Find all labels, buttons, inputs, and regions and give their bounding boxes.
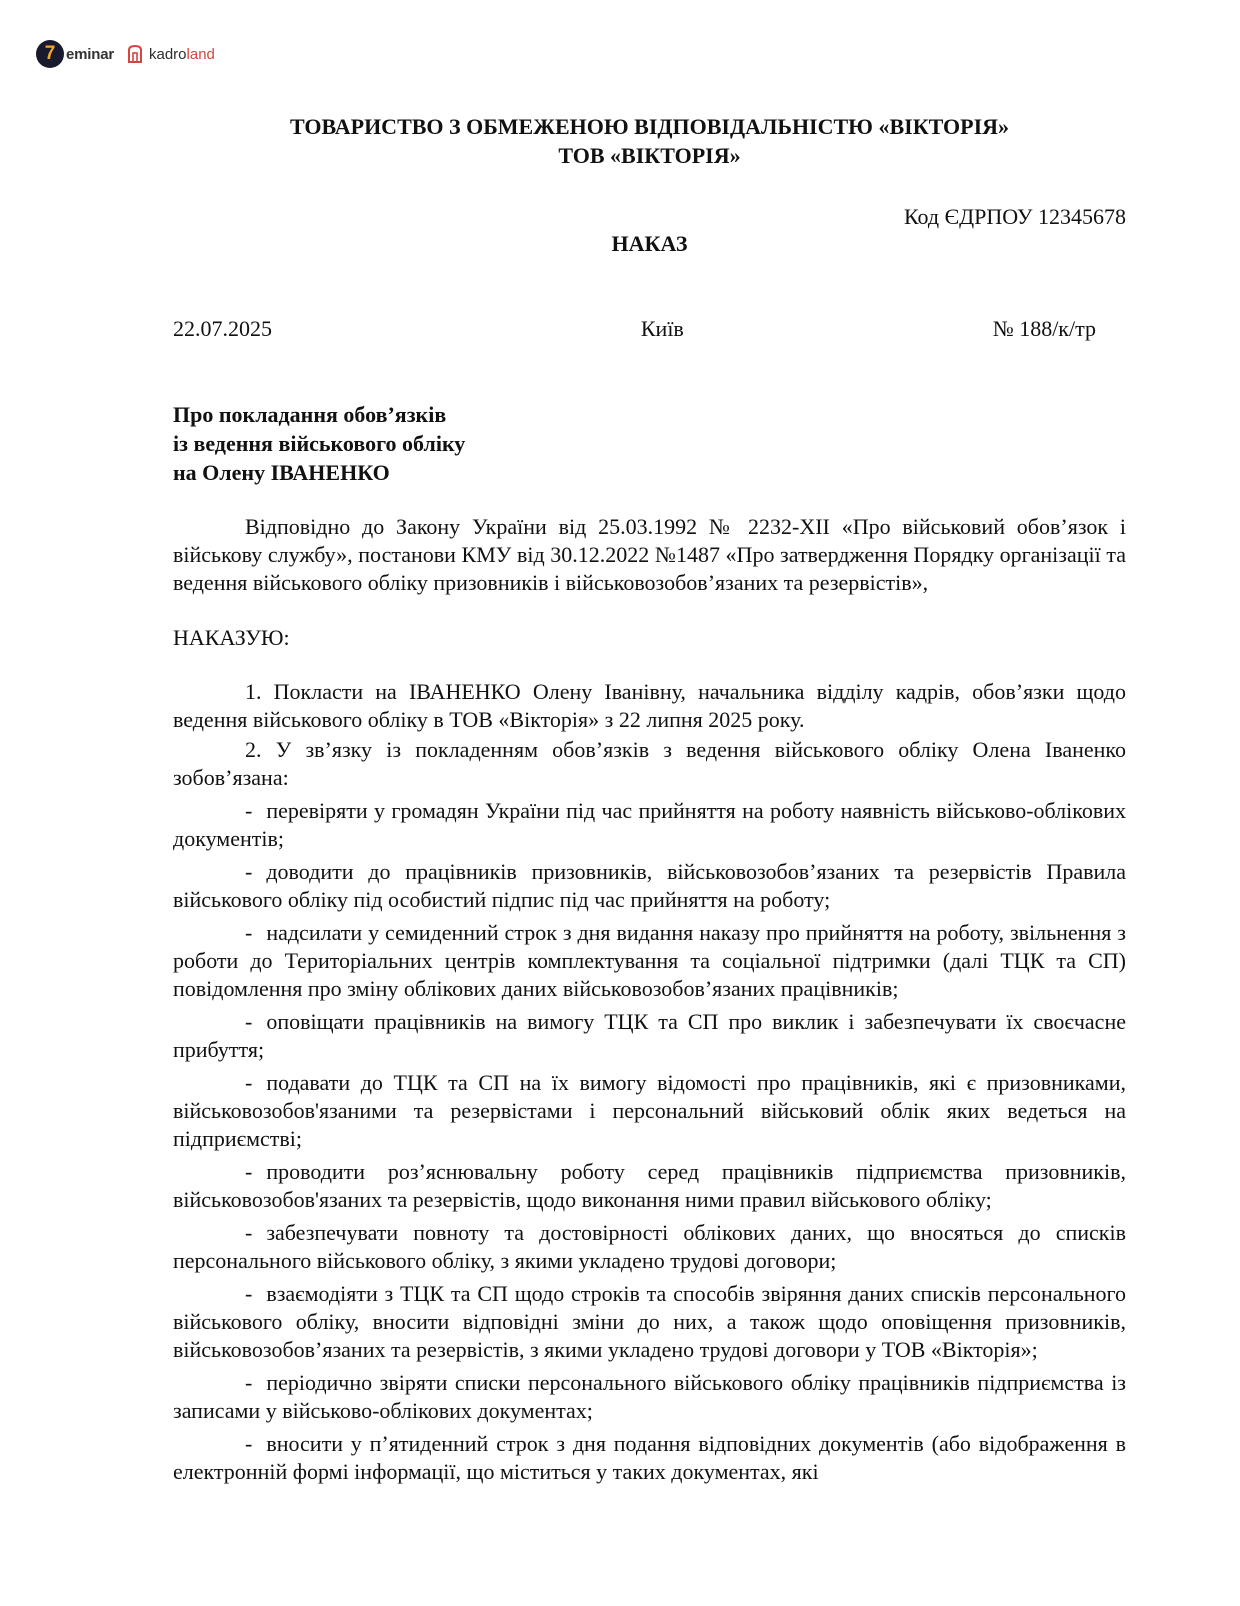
edrpou-code: Код ЄДРПОУ 12345678: [903, 204, 1126, 229]
bullet-dash: -: [245, 1159, 253, 1184]
duty-bullet: [173, 1369, 1126, 1425]
document-date: 22.07.2025: [173, 316, 272, 341]
order-word: НАКАЗУЮ:: [173, 625, 290, 650]
kadroland-logo-icon: [126, 44, 144, 64]
subject-line: Про покладання обов’язків: [173, 402, 447, 427]
duty-bullet: [173, 858, 1126, 914]
duty-bullet: [173, 1430, 1126, 1486]
preamble-paragraph: Відповідно до Закону України від 25.03.1992 № 2232-XII «Про військовий обов’язок і військову службу», постанови КМУ від 30.12.2022 №1487 «Про затвердження Порядку організації та ведення військового обліку призовників і військовозобов’язаних та резервістів»,: [173, 514, 1126, 595]
subject-line: на Олену ІВАНЕНКО: [173, 460, 390, 485]
seminar-logo-text: eminar: [66, 45, 114, 63]
order-item: 1. Покласти на ІВАНЕНКО Олену Іванівну, начальника відділу кадрів, обов’язки щодо ведення військового обліку в ТОВ «Вікторія» з 22 липня 2025 року.: [173, 679, 1126, 732]
document-number: № 188/к/тр: [992, 316, 1096, 341]
subject-line: із ведення військового обліку: [173, 431, 466, 456]
document-subject: [173, 400, 1126, 487]
bullet-dash: -: [245, 1220, 253, 1245]
bullet-dash: -: [245, 798, 253, 823]
bullet-dash: -: [245, 1370, 253, 1395]
duty-bullet: [173, 919, 1126, 1003]
kadroland-logo-text-main: kadro: [149, 45, 187, 63]
duty-bullet: [173, 1158, 1126, 1214]
duty-bullet: [173, 1219, 1126, 1275]
order-item: 2. У зв’язку із покладенням обов’язків з ведення військового обліку Олена Іваненко зобов’язана:: [173, 737, 1126, 790]
duty-bullet: [173, 1069, 1126, 1153]
duty-bullet: [173, 1008, 1126, 1064]
bullet-text: забезпечувати повноту та достовірності облікових даних, що вносяться до списків персонального військового обліку, з якими укладено трудові договори;: [173, 1220, 1126, 1273]
bullet-text: періодично звіряти списки персонального військового обліку працівників підприємства із записами у військово-облікових документах;: [173, 1370, 1126, 1423]
bullet-text: взаємодіяти з ТЦК та СП щодо строків та способів звіряння даних списків персонального військового обліку, вносити відповідні зміни до них, а також щодо оповіщення призовників, військовозобов’язаних та резервістів, з якими укладено трудові договори у ТОВ «Вікторія»;: [173, 1281, 1126, 1362]
bullet-dash: -: [245, 1431, 253, 1456]
bullet-dash: -: [245, 1281, 253, 1306]
duty-bullet: [173, 1280, 1126, 1364]
duty-bullet: [173, 797, 1126, 853]
bullet-text: доводити до працівників призовників, військовозобов’язаних та резервістів Правила військового обліку під особистий підпис під час прийняття на роботу;: [173, 859, 1126, 912]
document-meta-row: [173, 315, 1126, 343]
document-city: Київ: [640, 316, 684, 341]
bullet-dash: -: [245, 1009, 253, 1034]
organization-short-name: ТОВ «ВІКТОРІЯ»: [558, 143, 741, 168]
document-type-title: НАКАЗ: [611, 231, 688, 256]
document-page: [173, 112, 1126, 1486]
bullet-text: перевіряти у громадян України під час прийняття на роботу наявність військово-облікових документів;: [173, 798, 1126, 851]
bullet-text: вносити у п’ятиденний строк з дня подання відповідних документів (або відображення в електронній формі інформації, що міститься у таких документах, які: [173, 1431, 1126, 1484]
kadroland-logo-text: [149, 46, 215, 63]
bullet-dash: -: [245, 920, 253, 945]
header-logos: [36, 38, 215, 70]
bullet-text: подавати до ТЦК та СП на їх вимогу відомості про працівників, які є призовниками, військовозобов'язаними та резервістами і персональний військовий облік яких ведеться на підприємстві;: [173, 1070, 1126, 1151]
seminar-logo-mark: 7: [36, 40, 64, 68]
organization-header: [173, 112, 1126, 170]
kadroland-logo: [126, 44, 215, 64]
organization-full-name: ТОВАРИСТВО З ОБМЕЖЕНОЮ ВІДПОВІДАЛЬНІСТЮ «ВІКТОРІЯ»: [289, 114, 1010, 139]
bullet-text: проводити роз’яснювальну роботу серед працівників підприємства призовників, військовозобов'язаних та резервістів, щодо виконання ними правил військового обліку;: [173, 1159, 1126, 1212]
bullet-dash: -: [245, 859, 253, 884]
bullet-text: оповіщати працівників на вимогу ТЦК та СП про виклик і забезпечувати їх своєчасне прибуття;: [173, 1009, 1126, 1062]
seminar-logo: [36, 40, 114, 68]
bullet-dash: -: [245, 1070, 253, 1095]
kadroland-logo-text-accent: land: [186, 45, 215, 63]
bullet-text: надсилати у семиденний строк з дня видання наказу про прийняття на роботу, звільнення з роботи до Територіальних центрів комплектування та соціальної підтримки (далі ТЦК та СП) повідомлення про зміну облікових даних військовозобов’язаних працівників;: [173, 920, 1126, 1001]
